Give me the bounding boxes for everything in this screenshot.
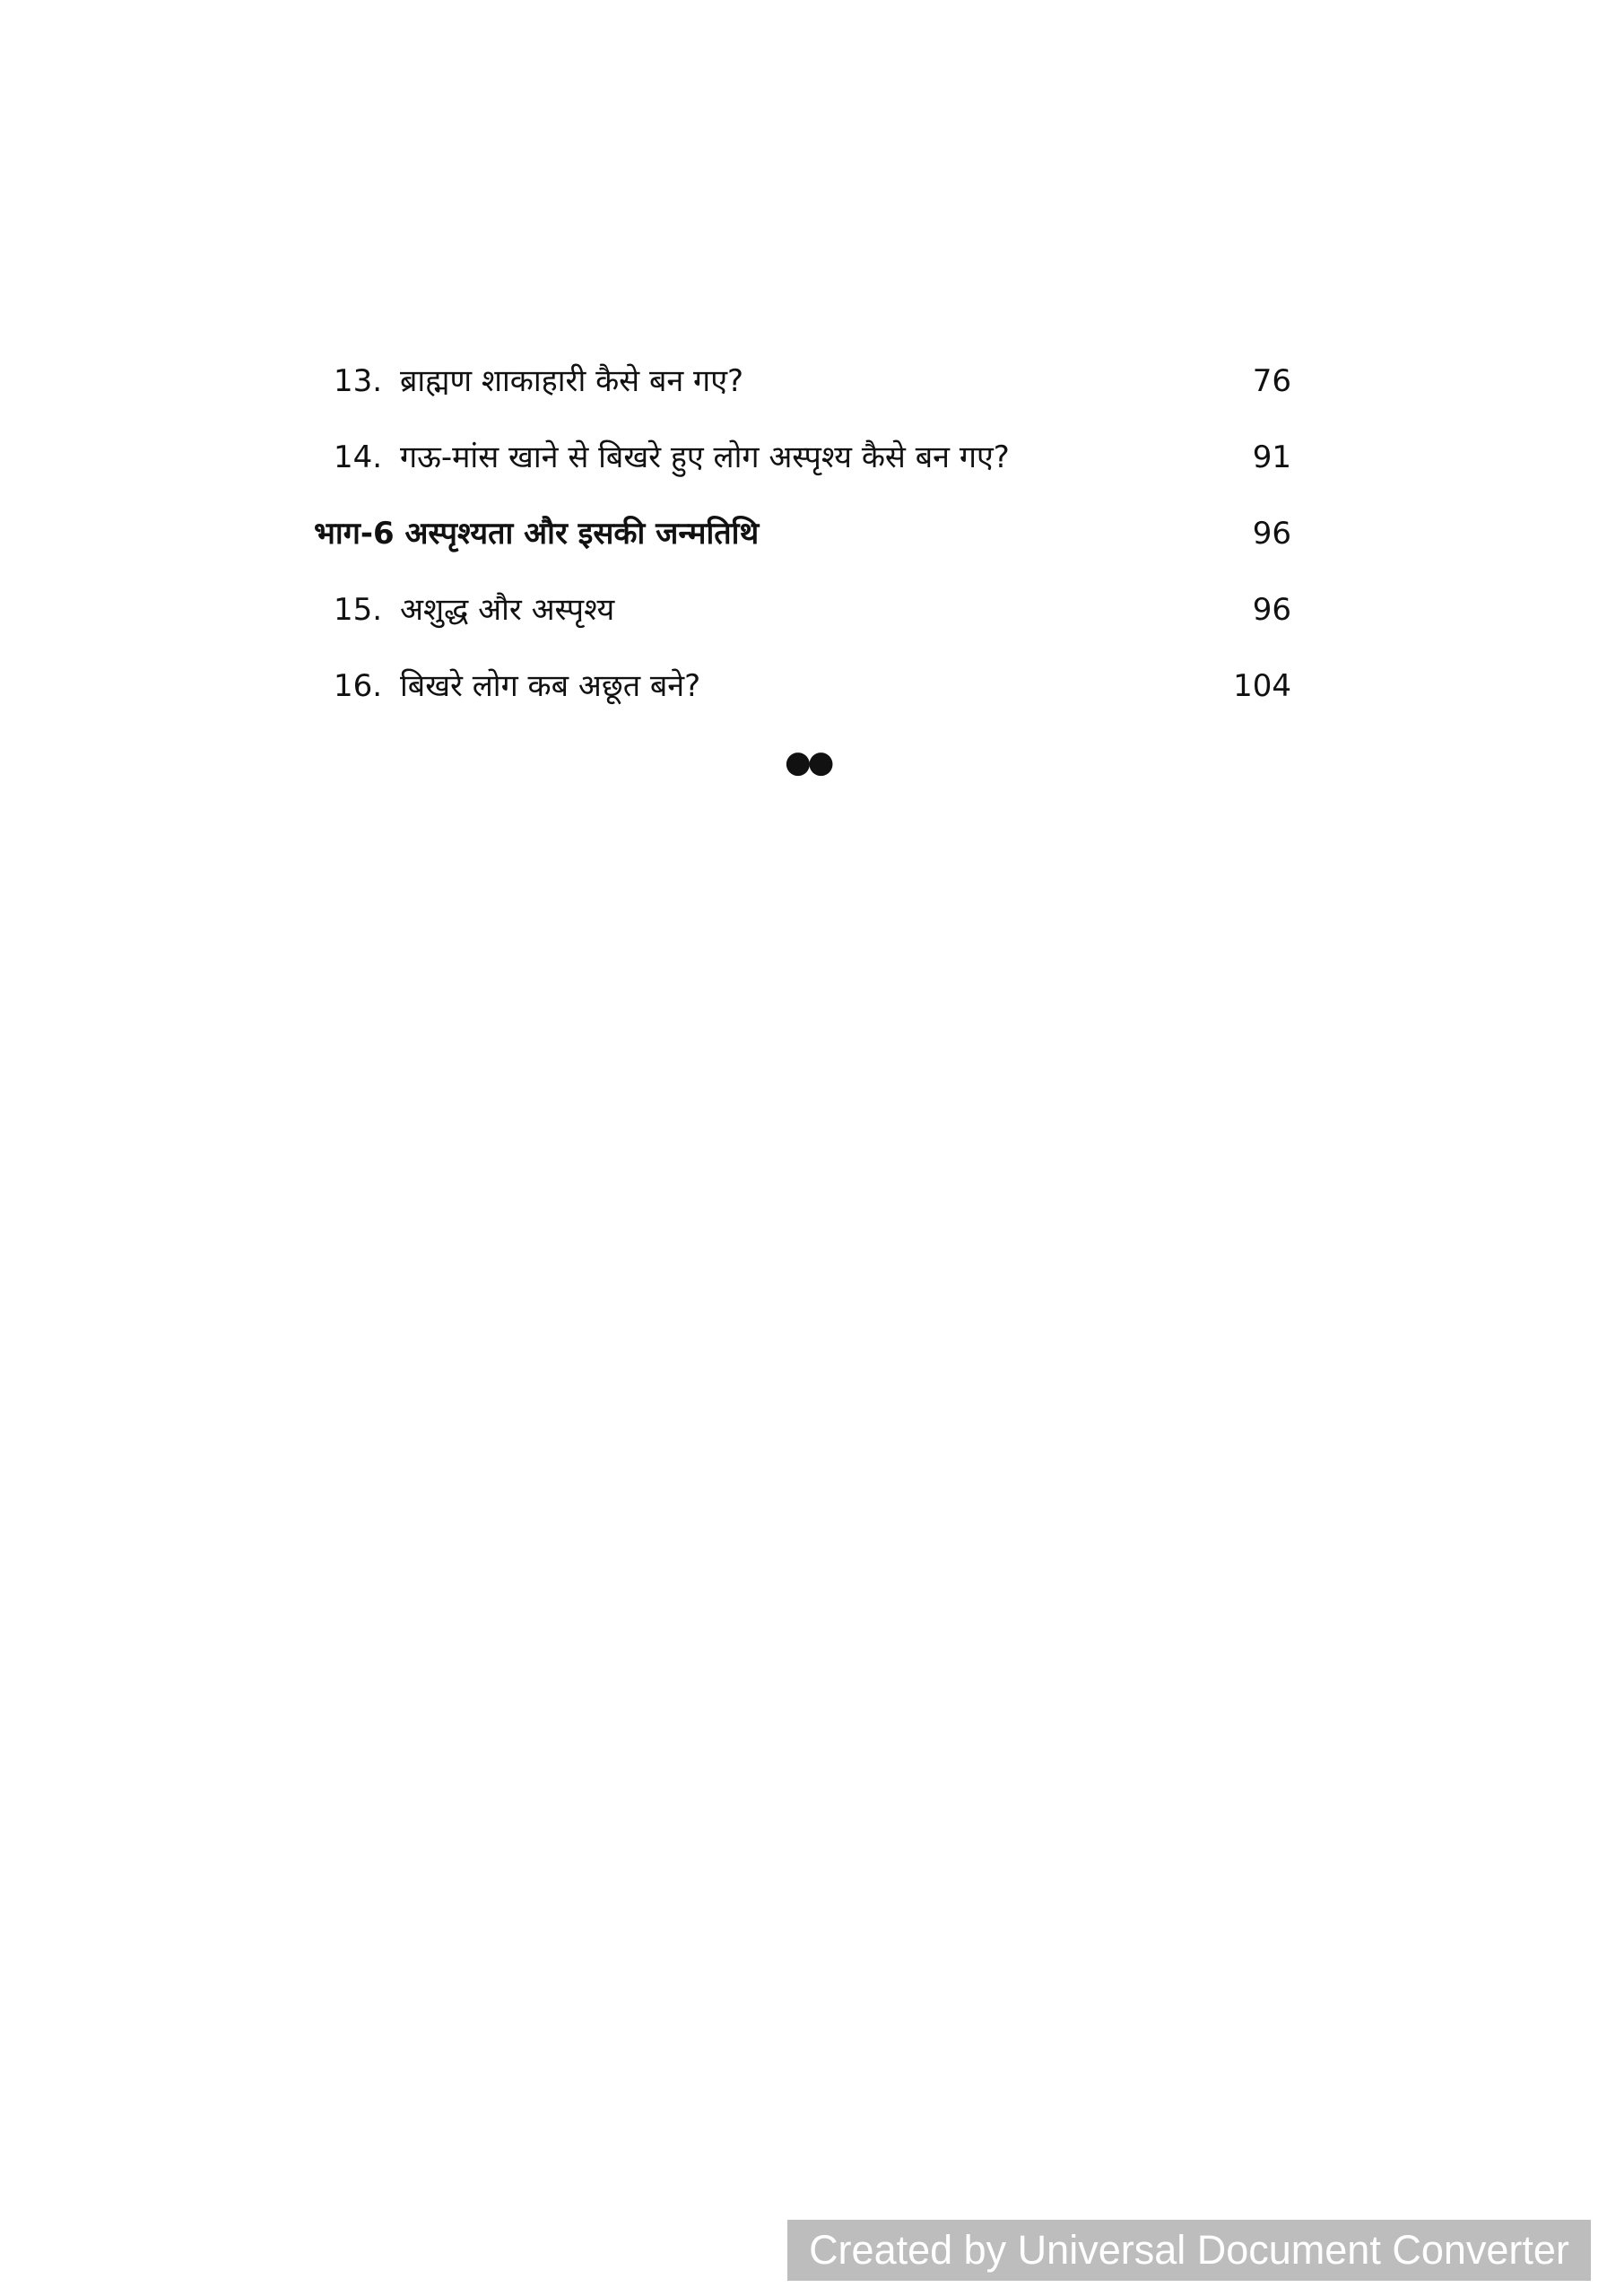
toc-entry-number: 15. [334, 592, 383, 628]
toc-entry-13 [314, 354, 1291, 430]
table-of-contents [314, 354, 1291, 735]
toc-entry-title: अशुद्ध और अस्पृश्य [400, 592, 615, 628]
toc-entry-number: 13. [334, 363, 383, 399]
toc-part-page: 96 [1252, 516, 1291, 552]
toc-entry-page: 91 [1252, 439, 1291, 475]
toc-entry-15 [314, 583, 1291, 659]
toc-part-heading-6 [314, 507, 1291, 583]
toc-entry-14 [314, 430, 1291, 507]
toc-entry-page: 96 [1252, 592, 1291, 628]
toc-entry-page: 76 [1252, 363, 1291, 399]
toc-entry-16 [314, 659, 1291, 735]
toc-entry-number: 16. [334, 668, 383, 704]
toc-entry-number: 14. [334, 439, 383, 475]
section-end-mark: ●● [785, 744, 831, 780]
toc-entry-page: 104 [1233, 668, 1291, 704]
converter-watermark: Created by Universal Document Converter [787, 2220, 1591, 2281]
toc-entry-title: बिखरे लोग कब अछूत बने? [400, 668, 701, 704]
toc-part-title: भाग-6 अस्पृश्यता और इसकी जन्मतिथि [314, 516, 760, 552]
toc-entry-title: गऊ-मांस खाने से बिखरे हुए लोग अस्पृश्य कैसे बन गए? [400, 439, 1010, 475]
toc-entry-title: ब्राह्मण शाकाहारी कैसे बन गए? [400, 363, 744, 399]
